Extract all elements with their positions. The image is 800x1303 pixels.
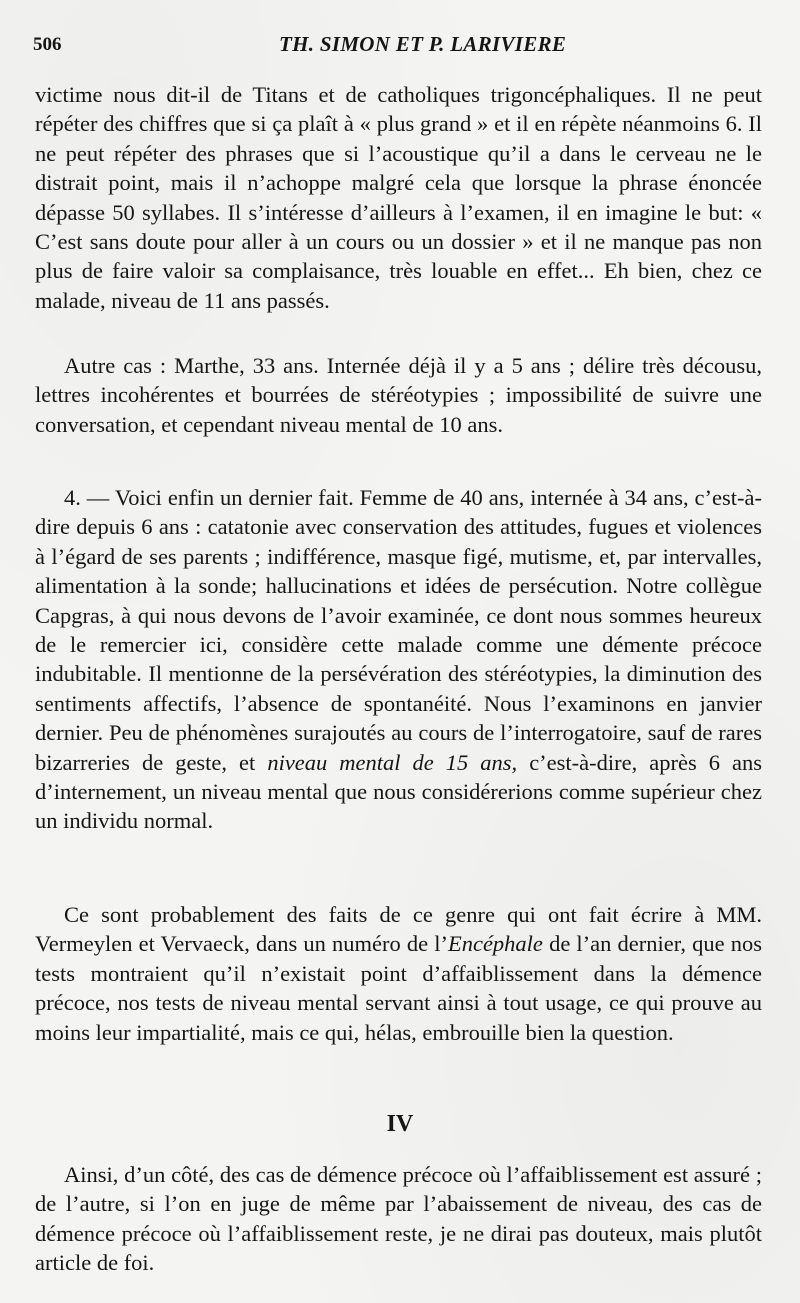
section-heading: IV — [386, 1111, 414, 1137]
paragraph-3-text-a: 4. — Voici enfin un dernier fait. Femme de 40 ans, internée à 34 ans, c’est-à-dire depuis 6 ans : catatonie avec conservation des attitudes, fugues et violences à l’égard de ses parents ; indifférence, masque figé, mutisme, et, par intervalles, alimentation à la sonde; hallucinations et idées de persécution. Notre collègue Capgras, à qui nous devons de l’avoir examinée, ce dont nous sommes heureux de le remercier ici, considère cette malade comme une démente précoce indubitable. Il mentionne de la persévération des stéréotypies, la diminution des sentiments affectifs, l’absence de spontanéité. Nous l’examinons en janvier dernier. Peu de phénomènes surajoutés au cours de l’interrogatoire, sauf de rares bizarreries de geste, et — [35, 485, 762, 775]
paragraph-5-block — [35, 1160, 762, 1278]
paragraph-3-text-b: c’est-à-dire, après 6 ans d’internement, un niveau mental que nous considérerions comme supérieur chez un individu normal. — [35, 749, 762, 834]
paragraph-1-block — [35, 80, 762, 315]
paragraph-4 — [35, 900, 762, 1047]
running-title: TH. SIMON ET P. LARIVIERE — [279, 32, 567, 56]
paragraph-4-block — [35, 900, 762, 1047]
journal-title: Encéphale — [447, 931, 543, 957]
page-number: 506 — [33, 34, 62, 55]
paragraph-3-block — [35, 483, 762, 836]
paragraph-1: victime nous dit-il de Titans et de catholiques trigoncéphaliques. Il ne peut répéter des chiffres que si ça plaît à « plus grand » et il en répète néanmoins 6. Il ne peut répéter des phrases que si l’acoustique qu’il a dans le cerveau ne le distrait point, mais il n’achoppe malgré cela que lorsque la phrase énoncée dépasse 50 syllabes. Il s’intéresse d’ailleurs à l’examen, il en imagine le but: « C’est sans doute pour aller à un cours ou un dossier » et il ne manque pas non plus de faire valoir sa complaisance, très louable en effet... Eh bien, chez ce malade, niveau de 11 ans passés. — [35, 82, 762, 313]
paragraph-2: Autre cas : Marthe, 33 ans. Internée déjà il y a 5 ans ; délire très décousu, lettres incohérentes et bourrées de stéréotypies ; impossibilité de suivre une conversation, et cependant niveau mental de 10 ans. — [35, 353, 762, 437]
paragraph-4-text-b: de l’an dernier, que nos tests montraient qu’il n’existait point d’affaiblissement dans la démence précoce, nos tests de niveau mental servant ainsi à tout usage, ce qui prouve au moins leur impartialité, mais ce qui, hélas, embrouille bien la question. — [35, 931, 762, 1045]
paragraph-4-text-a: Ce sont probablement des faits de ce genre qui ont fait écrire à MM. Vermeylen et Vervaeck, dans un numéro de l’ — [35, 902, 762, 957]
paragraph-2-block — [35, 351, 762, 439]
running-header — [33, 32, 760, 58]
paragraph-3-emphasis: niveau mental de 15 ans, — [267, 749, 518, 775]
paragraph-3 — [35, 483, 762, 836]
paragraph-5: Ainsi, d’un côté, des cas de démence précoce où l’affaiblissement est assuré ; de l’autre, si l’on en juge de même par l’abaissement de niveau, des cas de démence précoce où l’affaiblissement reste, je ne dirai pas douteux, mais plutôt article de foi. — [35, 1162, 762, 1276]
